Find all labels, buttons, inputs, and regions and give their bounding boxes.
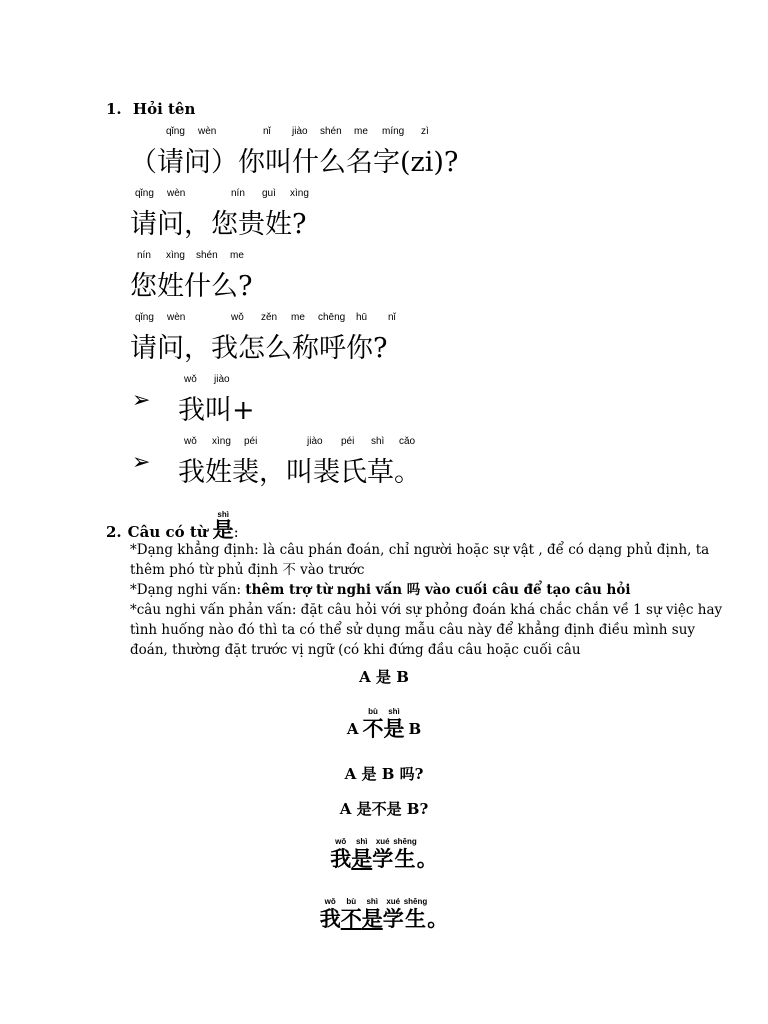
char-cell: [417, 836, 438, 871]
pinyin: shì: [355, 837, 368, 846]
pattern-b: B: [408, 720, 422, 738]
hanzi-text: 请问，您贵姓?: [130, 209, 307, 240]
char-cell: [330, 836, 351, 871]
hanzi: 。: [416, 846, 438, 871]
pinyin: péi: [341, 436, 355, 447]
pinyin: xìng: [212, 436, 231, 447]
pinyin: bù: [346, 897, 357, 906]
pattern-a: A: [346, 720, 359, 738]
pinyin: wèn: [167, 188, 186, 199]
hanzi: 。: [427, 906, 449, 931]
pinyin: qǐng: [135, 312, 154, 323]
note-question-prefix: *Dạng nghi vấn:: [130, 582, 246, 598]
char-cell: [383, 706, 404, 741]
hanzi: 生: [405, 906, 426, 931]
pinyin: shì: [388, 707, 400, 716]
hanzi-text: 我姓裴，叫裴氏草。: [178, 457, 421, 488]
note-question: [130, 580, 730, 600]
section-1-title: Hỏi tên: [132, 100, 196, 118]
pinyin: nín: [231, 188, 245, 199]
hanzi: 是: [351, 846, 373, 871]
char-cell: [404, 896, 428, 931]
char-cell: [362, 706, 383, 741]
pinyin: xué: [386, 897, 401, 906]
pinyin: shén: [320, 126, 342, 137]
pinyin: qǐng: [166, 126, 185, 137]
title-char: 是: [212, 517, 234, 542]
pattern-affirmative: A 是 B: [359, 668, 409, 686]
char-cell: [372, 836, 393, 871]
pinyin: shēng: [403, 897, 428, 906]
section-2-title: Câu có từ: [127, 523, 208, 541]
pinyin: wèn: [167, 312, 186, 323]
pinyin: zì: [421, 126, 429, 137]
hanzi: 学: [382, 906, 404, 931]
pinyin: péi: [244, 436, 258, 447]
pinyin: me: [354, 126, 368, 137]
pinyin: wǒ: [335, 837, 347, 846]
char-cell: [393, 836, 417, 871]
pinyin: shì: [371, 436, 385, 447]
hanzi: 我: [319, 906, 341, 931]
arrow-bullet-icon: ➢: [132, 450, 151, 475]
example-negative: [0, 896, 768, 931]
hanzi-text: 我叫+: [178, 395, 255, 426]
title-suffix: :: [233, 523, 239, 541]
char-cell: [362, 896, 383, 931]
pinyin: qǐng: [135, 188, 154, 199]
hanzi: 不: [340, 906, 362, 931]
pinyin: xìng: [290, 188, 309, 199]
pinyin: hū: [356, 312, 368, 323]
title-char-with-pinyin: [213, 510, 234, 541]
char-cell: [427, 896, 448, 931]
hanzi: 不: [362, 716, 384, 741]
pinyin: wǒ: [231, 312, 244, 323]
hanzi: 是: [361, 906, 383, 931]
pinyin: cǎo: [399, 436, 416, 447]
pattern-question: A 是 B 吗?: [344, 765, 424, 783]
section-1-number: 1.: [106, 100, 122, 118]
hanzi-text: 请问，我怎么称呼你?: [130, 333, 388, 364]
pinyin: me: [291, 312, 305, 323]
arrow-bullet-icon: ➢: [132, 388, 151, 413]
pinyin: shì: [366, 897, 378, 906]
pinyin: chēng: [318, 312, 346, 323]
hanzi: 学: [372, 846, 394, 871]
pinyin: jiào: [307, 436, 323, 447]
hanzi-text: 您姓什么?: [130, 271, 253, 302]
pinyin: me: [230, 250, 244, 261]
char-cell: [320, 896, 341, 931]
pinyin: jiào: [214, 374, 230, 385]
pinyin: jiào: [292, 126, 308, 137]
section-1-heading: [106, 100, 195, 118]
char-cell: [351, 836, 372, 871]
pinyin: shì: [217, 510, 229, 519]
pinyin: wǒ: [324, 897, 336, 906]
pinyin: xué: [375, 837, 390, 846]
pattern-rhetorical: A 是不是 B?: [339, 800, 429, 818]
pinyin: wèn: [198, 126, 217, 137]
pinyin: guì: [262, 188, 276, 199]
section-2-heading: [106, 510, 239, 541]
example-affirmative: [0, 836, 768, 871]
hanzi: 是: [383, 716, 405, 741]
pinyin: nín: [137, 250, 151, 261]
char-cell: [383, 896, 404, 931]
pinyin: shēng: [393, 837, 417, 846]
note-affirmative: *Dạng khẳng định: là câu phán đoán, chỉ người hoặc sự vật , để có dạng phủ định, ta thêm phó từ phủ định 不 vào trước: [130, 542, 710, 578]
hanzi-text: （请问）你叫什么名字(zi)?: [130, 147, 459, 178]
pinyin: nǐ: [263, 126, 271, 137]
pinyin: bù: [368, 707, 378, 716]
pattern-negative: [0, 706, 768, 741]
hanzi: 生: [394, 846, 416, 871]
pinyin: xìng: [166, 250, 185, 261]
pinyin: zěn: [261, 312, 278, 323]
pinyin: míng: [382, 126, 405, 137]
pinyin: nǐ: [388, 312, 396, 323]
note-question-bold: thêm trợ từ nghi vấn 吗 vào cuối câu để tạo câu hỏi: [245, 582, 631, 598]
pinyin: wǒ: [184, 374, 197, 385]
pinyin: shén: [196, 250, 218, 261]
note-rhetorical: *câu nghi vấn phản vấn: đặt câu hỏi với sự phỏng đoán khá chắc chắn về 1 sự việc hay tình huống nào đó thì ta có thể sử dụng mẫu câu này để khẳng định điều mình suy đoán, thường đặt trước vị ngữ (có khi đứng đầu câu hoặc cuối câu: [130, 602, 723, 658]
pinyin: wǒ: [184, 436, 197, 447]
char-cell: [341, 896, 362, 931]
hanzi: 我: [330, 846, 352, 871]
section-2-number: 2.: [106, 523, 122, 541]
